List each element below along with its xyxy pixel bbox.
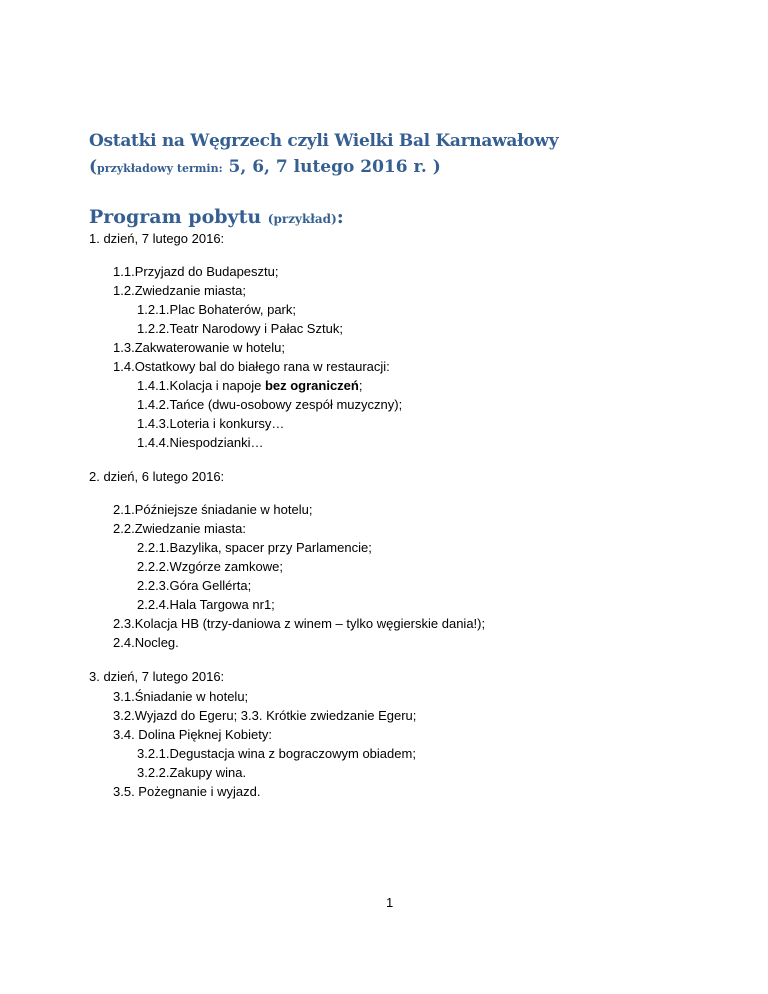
item-text: Góra Gellérta; [169,578,252,593]
list-item [137,559,283,575]
item-text-end: ; [358,378,363,393]
item-text: Wzgórze zamkowe; [169,559,283,574]
item-text: Niespodzianki… [169,435,264,450]
list-item [113,727,272,743]
item-number: 3.2. [113,708,135,723]
item-number: 2.3. [113,616,135,631]
list-item [113,616,485,632]
item-text: Późniejsze śniadanie w hotelu; [134,502,313,517]
item-number: 1.4.1. [137,378,170,393]
day1-header: 1. dzień, 7 lutego 2016: [89,231,225,246]
list-item [137,416,284,432]
item-number: 2.2.3. [137,578,170,593]
list-item [137,302,296,318]
program-heading-note: (przykład) [267,212,337,226]
list-item [113,264,279,280]
item-text: Przyjazd do Budapesztu; [134,264,279,279]
item-number: 1.4.2. [137,397,170,412]
list-item [137,435,263,451]
item-number: 2.2.4. [137,597,170,612]
item-text: Tańce (dwu-osobowy zespół muzyczny); [169,397,403,412]
item-text: Pożegnanie i wyjazd. [134,784,261,799]
item-number: 1.2.1. [137,302,170,317]
item-text-bold: bez ograniczeń [264,378,359,393]
item-number: 1.2. [113,283,135,298]
item-number: 3.1. [113,689,135,704]
program-heading [89,206,344,228]
item-text: Zakwaterowanie w hotelu; [134,340,285,355]
list-item [137,378,362,394]
list-item [113,283,246,299]
list-item [137,321,343,337]
list-item [113,689,248,705]
item-text: Wyjazd do Egeru; 3.3. Krótkie zwiedzanie Egeru; [134,708,417,723]
item-text: Śniadanie w hotelu; [134,689,249,704]
item-text: Ostatkowy bal do białego rana w restauracji: [134,359,390,374]
list-item [113,708,416,724]
item-number: 1.4.3. [137,416,170,431]
list-item [113,502,312,518]
item-text: Teatr Narodowy i Pałac Sztuk; [169,321,343,336]
list-item [137,746,416,762]
item-number: 2.2.1. [137,540,170,555]
document-title: Ostatki na Węgrzech czyli Wielki Bal Karnawałowy [89,131,559,151]
item-text: Bazylika, spacer przy Parlamencie; [169,540,372,555]
list-item [137,765,246,781]
item-text: Kolacja i napoje [169,378,265,393]
item-number: 1.2.2. [137,321,170,336]
document-subtitle [89,157,441,177]
item-text: Hala Targowa nr1; [169,597,275,612]
subtitle-dates: 5, 6, 7 lutego 2016 r. ) [222,157,441,177]
program-heading-colon: : [336,206,344,228]
item-number: 1.3. [113,340,135,355]
list-item [113,359,390,375]
item-text: Zakupy wina. [169,765,247,780]
item-text: Zwiedzanie miasta; [134,283,246,298]
item-number: 3.2.1. [137,746,170,761]
day2-header: 2. dzień, 6 lutego 2016: [89,469,225,484]
list-item [137,397,402,413]
item-text: Zwiedzanie miasta: [134,521,246,536]
item-number: 2.2.2. [137,559,170,574]
item-text: Kolacja HB (trzy-daniowa z winem – tylko węgierskie dania!); [134,616,486,631]
day3-header: 3. dzień, 7 lutego 2016: [89,669,225,684]
subtitle-label: przykładowy termin: [97,162,223,175]
item-number: 1.1. [113,264,135,279]
item-text: Degustacja wina z bograczowym obiadem; [169,746,416,761]
item-number: 2.1. [113,502,135,517]
item-number: 1.4. [113,359,135,374]
item-number: 3.2.2. [137,765,170,780]
item-number: 3.5. [113,784,135,799]
list-item [113,635,179,651]
list-item [137,597,275,613]
item-number: 1.4.4. [137,435,170,450]
list-item [113,521,246,537]
list-item [137,578,251,594]
item-text: Loteria i konkursy… [169,416,285,431]
page-number: 1 [386,895,394,910]
list-item [137,540,372,556]
item-number: 3.4. [113,727,135,742]
list-item [113,340,285,356]
item-number: 2.2. [113,521,135,536]
item-number: 2.4. [113,635,135,650]
list-item [113,784,260,800]
subtitle-paren: ( [89,157,98,177]
item-text: Plac Bohaterów, park; [169,302,296,317]
item-text: Dolina Pięknej Kobiety: [134,727,272,742]
item-text: Nocleg. [134,635,179,650]
program-heading-main: Program pobytu [89,206,268,228]
